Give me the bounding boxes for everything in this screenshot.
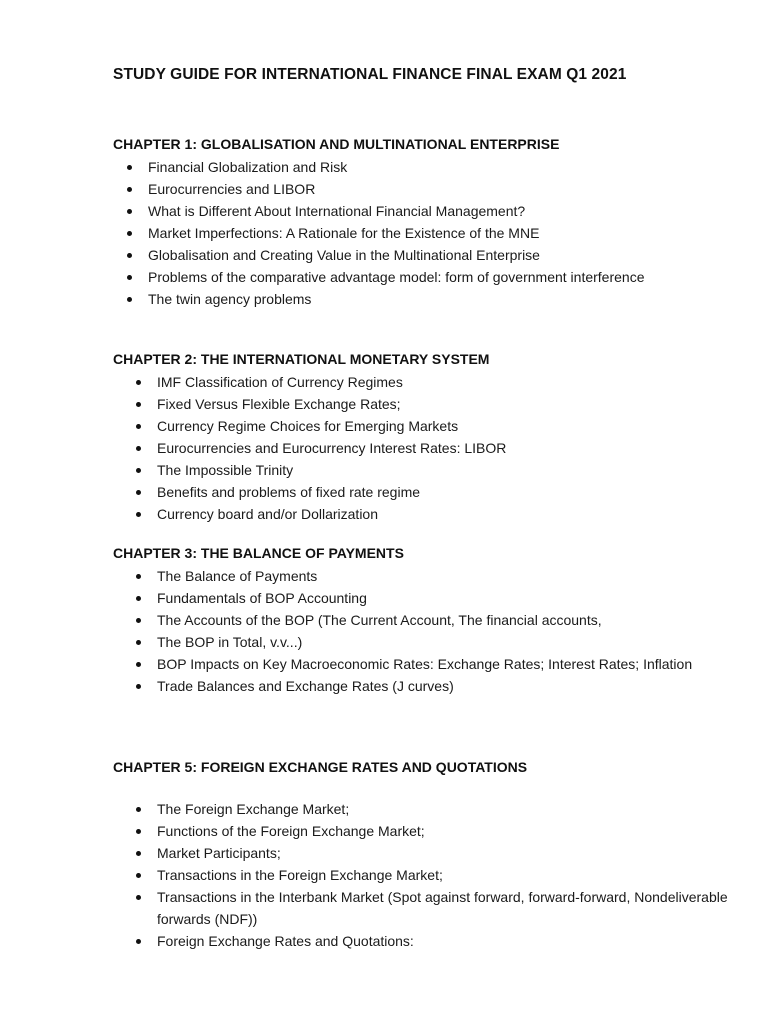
topic-list <box>113 798 733 952</box>
bullet-icon <box>127 165 132 170</box>
chapter-3-section <box>113 543 733 697</box>
bullet-icon <box>127 187 132 192</box>
list-item: Currency board and/or Dollarization <box>113 503 733 525</box>
bullet-icon <box>136 662 141 667</box>
list-item: The Impossible Trinity <box>113 459 733 481</box>
bullet-icon <box>136 380 141 385</box>
list-item: Problems of the comparative advantage model: form of government interference <box>113 266 733 288</box>
list-item: What is Different About International Financial Management? <box>113 200 733 222</box>
chapter-heading: CHAPTER 2: THE INTERNATIONAL MONETARY SYSTEM <box>113 351 490 367</box>
list-item: BOP Impacts on Key Macroeconomic Rates: Exchange Rates; Interest Rates; Inflation <box>113 653 733 675</box>
list-item: Fixed Versus Flexible Exchange Rates; <box>113 393 733 415</box>
list-item: Trade Balances and Exchange Rates (J curves) <box>113 675 733 697</box>
bullet-icon <box>127 275 132 280</box>
bullet-icon <box>127 209 132 214</box>
list-item: The Foreign Exchange Market; <box>113 798 733 820</box>
list-item: The twin agency problems <box>113 288 733 310</box>
topic-list <box>113 371 733 525</box>
bullet-icon <box>136 829 141 834</box>
document-title: STUDY GUIDE FOR INTERNATIONAL FINANCE FINAL EXAM Q1 2021 <box>113 66 627 83</box>
list-item: Transactions in the Interbank Market (Spot against forward, forward-forward, Nondeliverable forwards (NDF)) <box>113 886 733 930</box>
chapter-1-section <box>113 134 733 310</box>
chapter-heading: CHAPTER 5: FOREIGN EXCHANGE RATES AND QUOTATIONS <box>113 759 528 775</box>
list-item: Benefits and problems of fixed rate regime <box>113 481 733 503</box>
bullet-icon <box>127 297 132 302</box>
list-item: Fundamentals of BOP Accounting <box>113 587 733 609</box>
chapter-5-section <box>113 757 733 952</box>
bullet-icon <box>136 490 141 495</box>
bullet-icon <box>136 574 141 579</box>
bullet-icon <box>127 253 132 258</box>
bullet-icon <box>136 895 141 900</box>
bullet-icon <box>136 873 141 878</box>
topic-list <box>113 156 733 310</box>
list-item: Market Imperfections: A Rationale for the Existence of the MNE <box>113 222 733 244</box>
list-item: IMF Classification of Currency Regimes <box>113 371 733 393</box>
list-item: Eurocurrencies and Eurocurrency Interest Rates: LIBOR <box>113 437 733 459</box>
list-item: Currency Regime Choices for Emerging Markets <box>113 415 733 437</box>
bullet-icon <box>136 939 141 944</box>
bullet-icon <box>136 424 141 429</box>
list-item: Market Participants; <box>113 842 733 864</box>
bullet-icon <box>136 851 141 856</box>
list-item: The Balance of Payments <box>113 565 733 587</box>
chapter-heading: CHAPTER 3: THE BALANCE OF PAYMENTS <box>113 545 404 561</box>
bullet-icon <box>136 596 141 601</box>
topic-list <box>113 565 733 697</box>
bullet-icon <box>136 402 141 407</box>
bullet-icon <box>136 446 141 451</box>
bullet-icon <box>127 231 132 236</box>
list-item: The BOP in Total, v.v...) <box>113 631 733 653</box>
list-item: Financial Globalization and Risk <box>113 156 733 178</box>
list-item: Foreign Exchange Rates and Quotations: <box>113 930 733 952</box>
chapter-2-section <box>113 349 733 525</box>
bullet-icon <box>136 684 141 689</box>
bullet-icon <box>136 618 141 623</box>
bullet-icon <box>136 512 141 517</box>
list-item: Globalisation and Creating Value in the Multinational Enterprise <box>113 244 733 266</box>
bullet-icon <box>136 640 141 645</box>
bullet-icon <box>136 468 141 473</box>
list-item: Functions of the Foreign Exchange Market; <box>113 820 733 842</box>
list-item: The Accounts of the BOP (The Current Account, The financial accounts, <box>113 609 733 631</box>
bullet-icon <box>136 807 141 812</box>
list-item: Transactions in the Foreign Exchange Market; <box>113 864 733 886</box>
chapter-heading: CHAPTER 1: GLOBALISATION AND MULTINATIONAL ENTERPRISE <box>113 136 560 152</box>
list-item: Eurocurrencies and LIBOR <box>113 178 733 200</box>
